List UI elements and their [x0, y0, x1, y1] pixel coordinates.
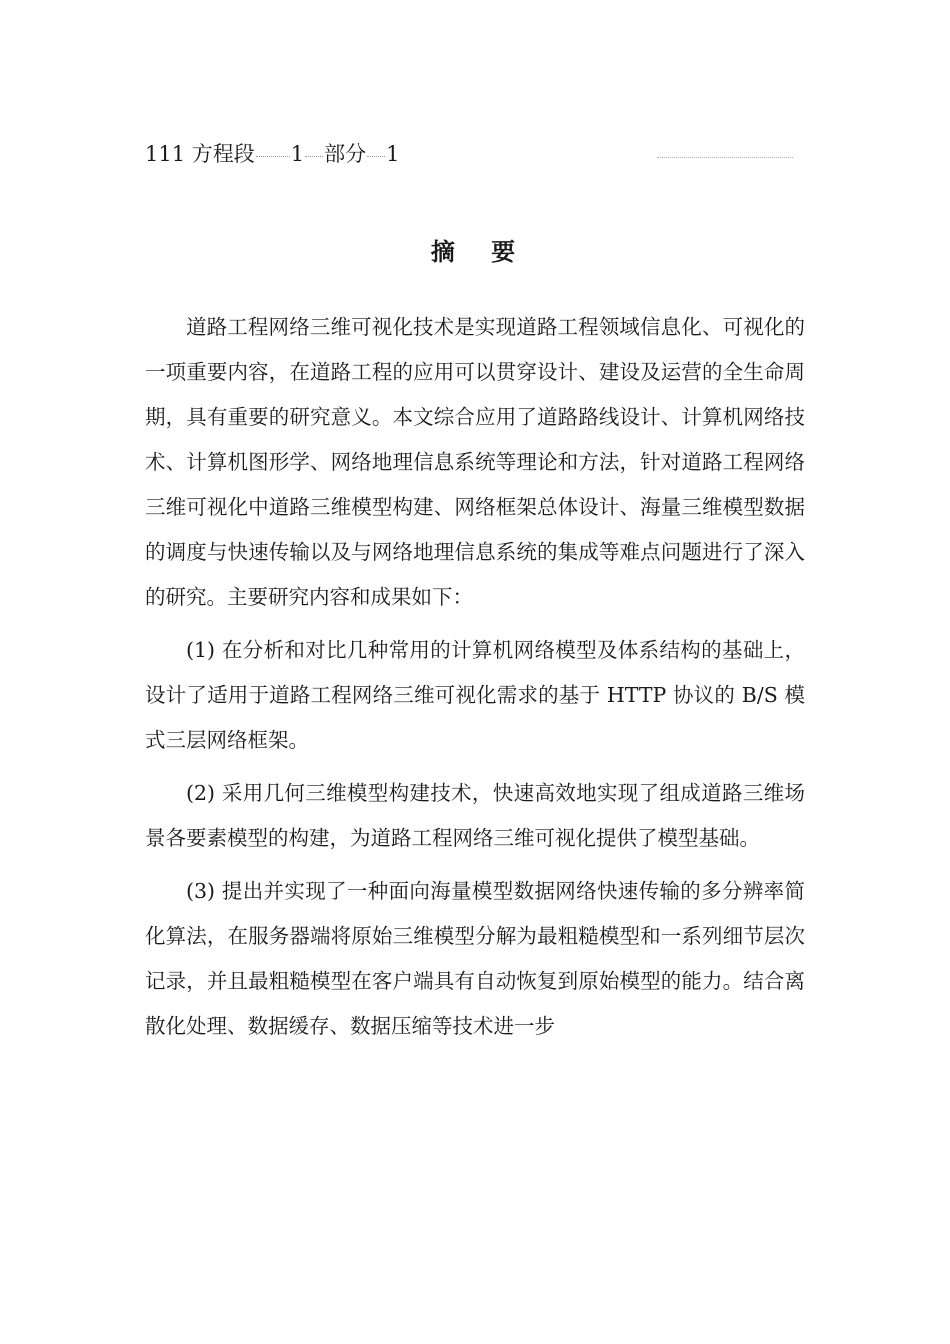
toc-entry-page: 1: [290, 142, 305, 166]
abstract-paragraph: (1) 在分析和对比几种常用的计算机网络模型及体系结构的基础上，设计了适用于道路工程网络三维可视化需求的基于 HTTP 协议的 B/S 模式三层网络框架。: [145, 638, 805, 752]
toc-part-page: 1: [386, 142, 400, 166]
toc-dot-leader-right: [657, 157, 793, 158]
toc-part-label: 部分: [324, 142, 367, 166]
toc-dot-leader: [256, 156, 290, 157]
abstract-paragraph: (3) 提出并实现了一种面向海量模型数据网络快速传输的多分辨率简化算法，在服务器端将原始三维模型分解为最粗糙模型和一系列细节层次记录，并且最粗糙模型在客户端具有自动恢复到原始模型的能力。结合离散化处理、数据缓存、数据压缩等技术进一步: [145, 879, 805, 1038]
toc-entry-label: 111 方程段: [145, 142, 255, 166]
abstract-body: [145, 305, 805, 1049]
abstract-paragraph: (2) 采用几何三维模型构建技术，快速高效地实现了组成道路三维场景各要素模型的构建，为道路工程网络三维可视化提供了模型基础。: [145, 781, 805, 850]
abstract-paragraph: 道路工程网络三维可视化技术是实现道路工程领域信息化、可视化的一项重要内容，在道路工程的应用可以贯穿设计、建设及运营的全生命周期，具有重要的研究意义。本文综合应用了道路路线设计、计算机网络技术、计算机图形学、网络地理信息系统等理论和方法，针对道路工程网络三维可视化中道路三维模型构建、网络框架总体设计、海量三维模型数据的调度与快速传输以及与网络地理信息系统的集成等难点问题进行了深入的研究。主要研究内容和成果如下：: [145, 315, 805, 609]
toc-dot-leader: [367, 156, 385, 157]
abstract-title: 摘 要: [430, 238, 530, 266]
toc-entry: [145, 138, 400, 168]
toc-dot-leader: [305, 156, 323, 157]
